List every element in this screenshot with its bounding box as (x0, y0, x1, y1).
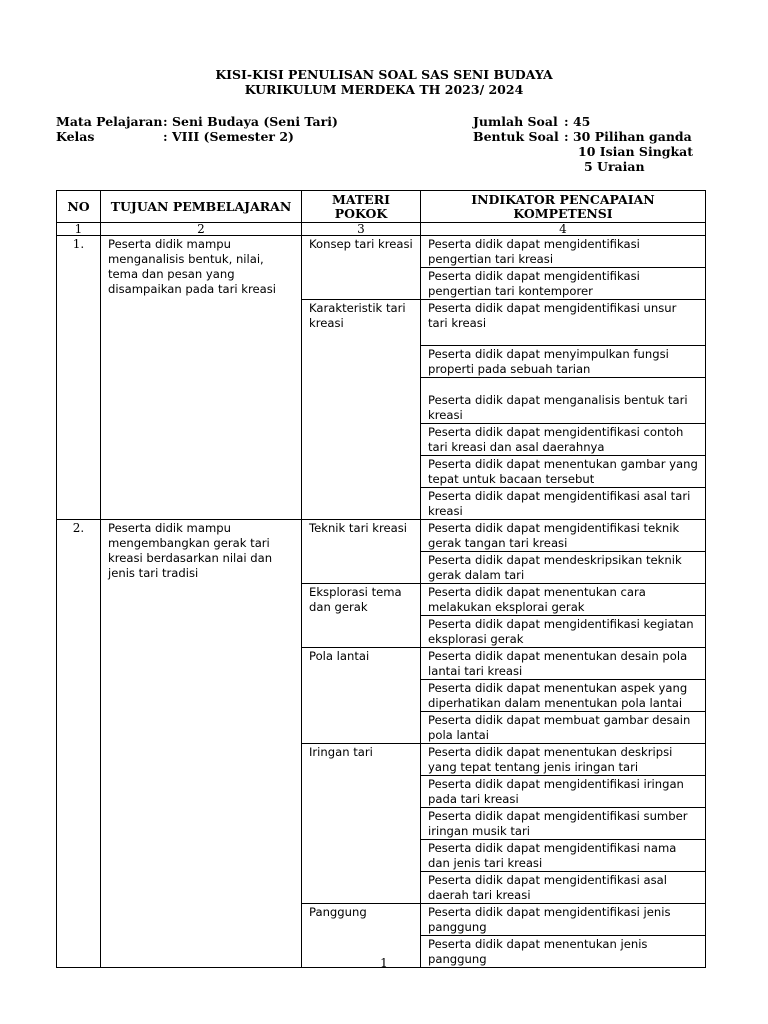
indikator: Peserta didik dapat mengidentifikasi jenis panggung (421, 904, 706, 936)
indikator: Peserta didik dapat mengidentifikasi iringan pada tari kreasi (421, 776, 706, 808)
tujuan-pembelajaran: Peserta didik mampu mengembangkan gerak tari kreasi berdasarkan nilai dan jenis tari tradisi (101, 520, 302, 968)
column-number: 1 (57, 223, 101, 236)
document-title-line2: KURIKULUM MERDEKA TH 2023/ 2024 (244, 82, 524, 97)
indikator: Peserta didik dapat membuat gambar desain pola lantai (421, 712, 706, 744)
indikator: Peserta didik dapat mengidentifikasi unsur tari kreasi (421, 300, 706, 346)
indikator: Peserta didik dapat menyimpulkan fungsi properti pada sebuah tarian (421, 346, 706, 378)
indikator: Peserta didik dapat mengidentifikasi asal tari kreasi (421, 488, 706, 520)
row-number: 2. (57, 520, 101, 968)
table-header-row (57, 191, 706, 223)
indikator: Peserta didik dapat mengidentifikasi kegiatan eksplorasi gerak (421, 616, 706, 648)
indikator: Peserta didik dapat mengidentifikasi contoh tari kreasi dan asal daerahnya (421, 424, 706, 456)
bentuk-soal-label: Bentuk Soal (473, 129, 559, 144)
tujuan-pembelajaran: Peserta didik mampu menganalisis bentuk, nilai, tema dan pesan yang disampaikan pada tari kreasi (101, 236, 302, 520)
indikator: Peserta didik dapat mengidentifikasi sumber iringan musik tari (421, 808, 706, 840)
materi-pokok: Karakteristik tari kreasi (302, 300, 421, 520)
indikator: Peserta didik dapat menentukan deskripsi yang tepat tentang jenis iringan tari (421, 744, 706, 776)
indikator: Peserta didik dapat mengidentifikasi pengertian tari kontemporer (421, 268, 706, 300)
bentuk-soal-value: : 30 Pilihan ganda (564, 129, 692, 144)
materi-pokok: Teknik tari kreasi (302, 520, 421, 584)
document-title-line1: KISI-KISI PENULISAN SOAL SAS SENI BUDAYA (215, 67, 553, 82)
indikator: Peserta didik dapat menentukan jenis panggung (421, 936, 706, 968)
materi-pokok: Iringan tari (302, 744, 421, 904)
indikator: Peserta didik dapat menentukan desain pola lantai tari kreasi (421, 648, 706, 680)
mapel-label: Mata Pelajaran (56, 114, 163, 129)
kelas-label: Kelas (56, 129, 95, 144)
page-number: 1 (380, 956, 388, 970)
indikator: Peserta didik dapat mengidentifikasi asal daerah tari kreasi (421, 872, 706, 904)
indikator: Peserta didik dapat mengidentifikasi pengertian tari kreasi (421, 236, 706, 268)
indikator: Peserta didik dapat mengidentifikasi teknik gerak tangan tari kreasi (421, 520, 706, 552)
column-number: 4 (421, 223, 706, 236)
header-no: NO (57, 191, 101, 223)
indikator: Peserta didik dapat mendeskripsikan teknik gerak dalam tari (421, 552, 706, 584)
materi-pokok: Panggung (302, 904, 421, 968)
table-row (57, 236, 706, 268)
bentuk-soal-uraian: 5 Uraian (584, 159, 645, 174)
indikator: Peserta didik dapat mengidentifikasi nama dan jenis tari kreasi (421, 840, 706, 872)
column-number-row (57, 223, 706, 236)
materi-pokok: Konsep tari kreasi (302, 236, 421, 300)
table-row (57, 520, 706, 552)
header-tujuan: TUJUAN PEMBELAJARAN (101, 191, 302, 223)
indikator: Peserta didik dapat menentukan cara melakukan eksplorai gerak (421, 584, 706, 616)
materi-pokok: Pola lantai (302, 648, 421, 744)
mapel-value: : Seni Budaya (Seni Tari) (163, 114, 338, 129)
row-number: 1. (57, 236, 101, 520)
materi-pokok: Eksplorasi tema dan gerak (302, 584, 421, 648)
jumlah-soal-value: : 45 (564, 114, 591, 129)
kisi-kisi-table (56, 190, 706, 968)
kelas-value: : VIII (Semester 2) (163, 129, 294, 144)
jumlah-soal-label: Jumlah Soal (473, 114, 558, 129)
bentuk-soal-isian: 10 Isian Singkat (578, 144, 694, 159)
indikator: Peserta didik dapat menganalisis bentuk tari kreasi (421, 378, 706, 424)
indikator: Peserta didik dapat menentukan aspek yang diperhatikan dalam menentukan pola lantai (421, 680, 706, 712)
indikator: Peserta didik dapat menentukan gambar yang tepat untuk bacaan tersebut (421, 456, 706, 488)
column-number: 2 (101, 223, 302, 236)
column-number: 3 (302, 223, 421, 236)
header-indikator: INDIKATOR PENCAPAIAN KOMPETENSI (421, 191, 706, 223)
header-materi: MATERI POKOK (302, 191, 421, 223)
